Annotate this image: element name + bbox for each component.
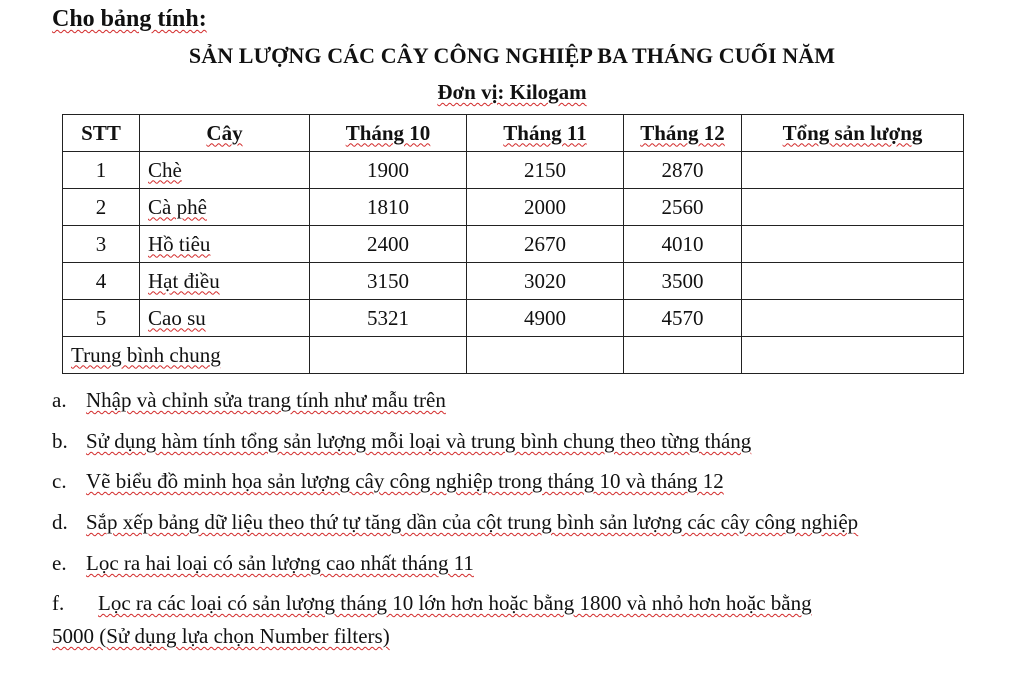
task-item-f xyxy=(52,591,812,616)
cell-thang-10: 5321 xyxy=(310,300,467,337)
task-label: e. xyxy=(52,551,67,575)
task-text: Lọc ra các loại có sản lượng tháng 10 lớn hơn hoặc bằng 1800 và nhỏ hơn hoặc bằng xyxy=(98,591,812,615)
task-text: Vẽ biểu đồ minh họa sản lượng cây công nghiệp trong tháng 10 và tháng 12 xyxy=(86,469,724,493)
header-thang-10 xyxy=(310,115,467,152)
cell-thang-10: 1810 xyxy=(310,189,467,226)
table-row xyxy=(63,152,964,189)
header-thang-11 xyxy=(467,115,624,152)
cell-thang-10: 1900 xyxy=(310,152,467,189)
unit-text: Đơn vị: Kilogam xyxy=(437,80,587,104)
cell-tong xyxy=(742,226,964,263)
cell-cay-text: Cao su xyxy=(148,305,206,330)
cell-stt: 3 xyxy=(63,226,140,263)
task-label: b. xyxy=(52,429,68,453)
cell-tong xyxy=(742,300,964,337)
header-cay xyxy=(140,115,310,152)
table-row xyxy=(63,263,964,300)
average-label-text: Trung bình chung xyxy=(71,342,221,367)
cell-stt: 4 xyxy=(63,263,140,300)
header-thang-12-text: Tháng 12 xyxy=(640,120,725,145)
table-row xyxy=(63,226,964,263)
cell-cay-text: Hạt điều xyxy=(148,268,220,293)
cell-thang-10: 2400 xyxy=(310,226,467,263)
cell-cay-text: Hồ tiêu xyxy=(148,231,211,256)
heading-text: Cho bảng tính: xyxy=(52,6,207,32)
header-thang-11-text: Tháng 11 xyxy=(503,120,587,145)
document-heading xyxy=(52,6,207,33)
cell-tong xyxy=(742,152,964,189)
cell-cay xyxy=(140,189,310,226)
cell-stt: 5 xyxy=(63,300,140,337)
cell-cay xyxy=(140,152,310,189)
production-table xyxy=(62,114,964,374)
task-item-c xyxy=(52,469,724,494)
task-label: a. xyxy=(52,388,67,412)
header-cay-text: Cây xyxy=(206,120,243,145)
unit-caption xyxy=(0,80,1024,105)
average-label-cell xyxy=(63,337,310,374)
task-text: Nhập và chỉnh sửa trang tính như mẫu trên xyxy=(86,388,446,412)
task-text-continuation: 5000 (Sử dụng lựa chọn Number filters) xyxy=(52,624,390,648)
table-header-row xyxy=(63,115,964,152)
average-thang-11 xyxy=(467,337,624,374)
task-item-b xyxy=(52,429,751,454)
table-row xyxy=(63,300,964,337)
cell-thang-12: 4570 xyxy=(624,300,742,337)
average-tong xyxy=(742,337,964,374)
table-title: SẢN LƯỢNG CÁC CÂY CÔNG NGHIỆP BA THÁNG CUỐI NĂM xyxy=(188,43,836,68)
task-item-e xyxy=(52,551,474,576)
task-label: d. xyxy=(52,510,68,534)
cell-thang-12: 3500 xyxy=(624,263,742,300)
cell-stt: 1 xyxy=(63,152,140,189)
cell-thang-11: 2000 xyxy=(467,189,624,226)
cell-thang-10: 3150 xyxy=(310,263,467,300)
task-label: f. xyxy=(52,591,65,615)
cell-thang-11: 4900 xyxy=(467,300,624,337)
cell-cay-text: Cà phê xyxy=(148,194,207,219)
header-thang-12 xyxy=(624,115,742,152)
cell-tong xyxy=(742,263,964,300)
table-row xyxy=(63,189,964,226)
header-stt: STT xyxy=(63,115,140,152)
task-label: c. xyxy=(52,469,67,493)
header-tong-text: Tổng sản lượng xyxy=(782,120,923,145)
task-item-d xyxy=(52,510,858,535)
cell-thang-12: 2870 xyxy=(624,152,742,189)
cell-thang-12: 4010 xyxy=(624,226,742,263)
average-thang-12 xyxy=(624,337,742,374)
cell-cay xyxy=(140,300,310,337)
cell-stt: 2 xyxy=(63,189,140,226)
header-tong-san-luong xyxy=(742,115,964,152)
cell-thang-11: 2150 xyxy=(467,152,624,189)
average-thang-10 xyxy=(310,337,467,374)
cell-cay-text: Chè xyxy=(148,157,182,182)
cell-tong xyxy=(742,189,964,226)
cell-thang-12: 2560 xyxy=(624,189,742,226)
task-text: Sử dụng hàm tính tổng sản lượng mỗi loại và trung bình chung theo từng tháng xyxy=(86,429,752,453)
task-item-a xyxy=(52,388,446,413)
task-text: Sắp xếp bảng dữ liệu theo thứ tự tăng dần của cột trung bình sản lượng các cây công nghiệp xyxy=(86,510,859,534)
cell-cay xyxy=(140,226,310,263)
header-thang-10-text: Tháng 10 xyxy=(345,120,431,145)
cell-thang-11: 3020 xyxy=(467,263,624,300)
task-item-f-continuation xyxy=(52,624,390,649)
average-row xyxy=(63,337,964,374)
task-text: Lọc ra hai loại có sản lượng cao nhất tháng 11 xyxy=(86,551,474,575)
cell-thang-11: 2670 xyxy=(467,226,624,263)
cell-cay xyxy=(140,263,310,300)
